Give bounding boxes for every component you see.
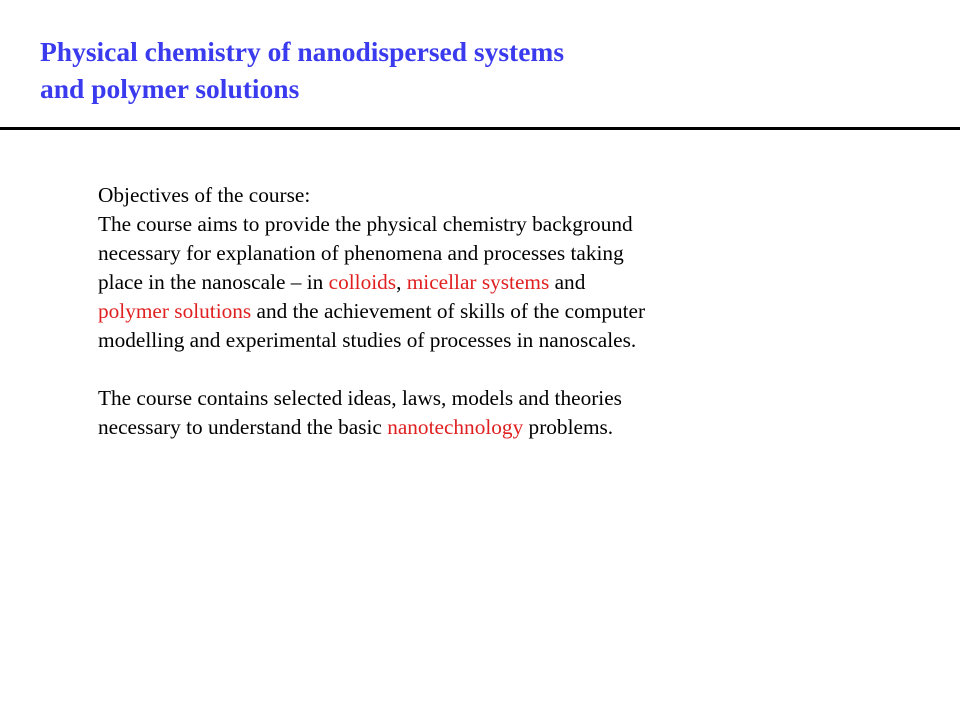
objectives-line-4: [98, 297, 938, 326]
slide-title: [40, 33, 564, 107]
slide-title-line-2: and polymer solutions: [40, 73, 300, 104]
contents-line-2: [98, 413, 938, 442]
objectives-line-4-suffix: and the achievement of skills of the computer: [251, 299, 646, 323]
slide-title-line-1: Physical chemistry of nanodispersed systems: [40, 36, 565, 67]
highlight-nanotechnology: nanotechnology: [387, 415, 524, 439]
objectives-line-5: modelling and experimental studies of processes in nanoscales.: [98, 328, 637, 352]
title-divider: [0, 127, 960, 130]
contents-line-2-suffix: problems.: [523, 415, 614, 439]
objectives-line-3-prefix: place in the nanoscale – in: [98, 270, 329, 294]
highlight-micellar-systems: micellar systems: [406, 270, 550, 294]
highlight-colloids: colloids: [328, 270, 397, 294]
paragraph-gap: [98, 355, 938, 384]
highlight-polymer-solutions: polymer solutions: [98, 299, 252, 323]
contents-line-1: The course contains selected ideas, laws, models and theories: [98, 386, 622, 410]
objectives-line-3: [98, 268, 938, 297]
objectives-line-3-comma: ,: [396, 270, 407, 294]
objectives-heading: Objectives of the course:: [98, 183, 311, 207]
objectives-line-1: The course aims to provide the physical chemistry background: [98, 212, 633, 236]
objectives-line-3-suffix: and: [549, 270, 586, 294]
contents-line-2-prefix: necessary to understand the basic: [98, 415, 388, 439]
slide-body: [98, 181, 938, 442]
objectives-line-2: necessary for explanation of phenomena and processes taking: [98, 241, 624, 265]
